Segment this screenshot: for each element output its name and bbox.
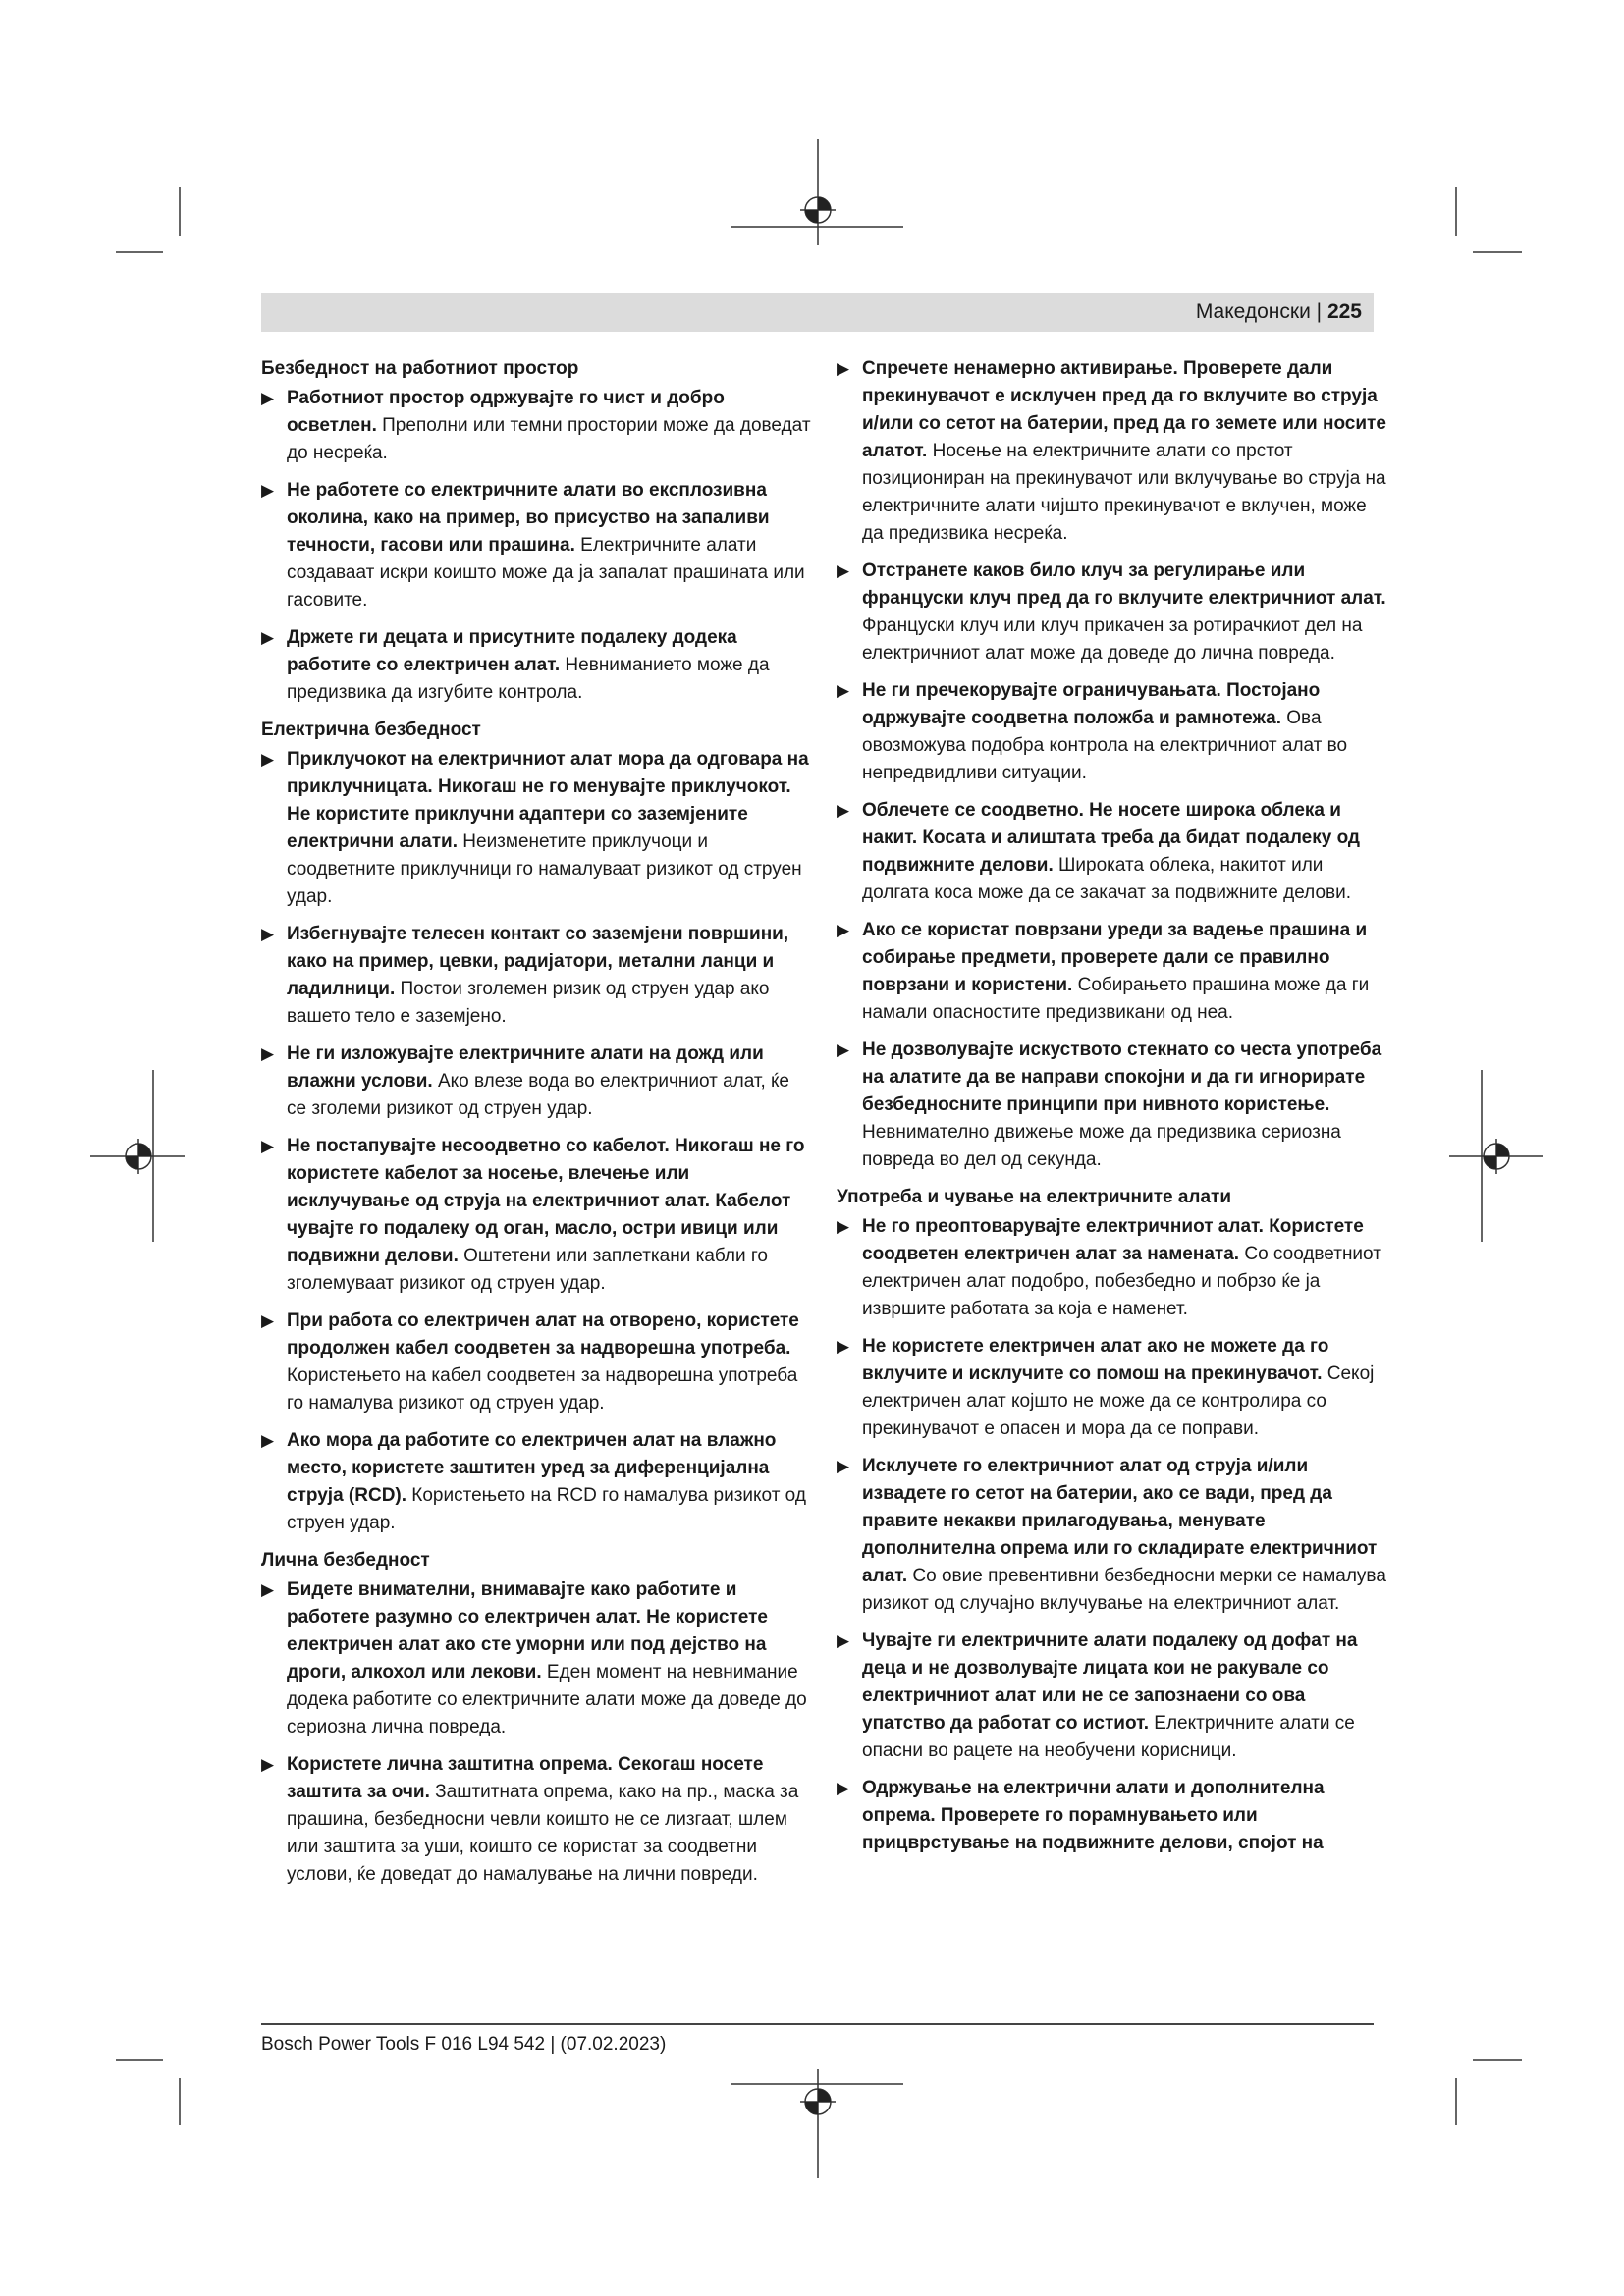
bullet-arrow-icon: ▶ xyxy=(837,681,850,700)
footer-rule xyxy=(261,2023,1374,2025)
instruction-bold: При работа со електричен алат на отворено, користете продолжен кабел соодветен за надворешна употреба. xyxy=(287,1310,799,1359)
instruction-bold: Одржување на електрични алати и дополнителна опрема. Проверете го порамнувањето или прицврстување на подвижните делови, спојот на xyxy=(862,1778,1325,1853)
safety-instruction xyxy=(261,1751,813,1889)
bullet-arrow-icon: ▶ xyxy=(837,1337,850,1356)
bullet-arrow-icon: ▶ xyxy=(261,1137,275,1155)
instruction-bold: Исклучете го електричниот алат од струја и/или извадете го сетот на батерии, ако се вади, пред да правите некакви прилагодувања, менувате дополнителна опрема или го складирате електричниот алат. xyxy=(862,1456,1378,1586)
safety-instruction xyxy=(261,1427,813,1537)
instruction-bold: Ако мора да работите со електричен алат на влажно место, користете заштитен уред за диференцијална струја (RCD). xyxy=(287,1430,777,1506)
instruction-explanation: Невниманието може да предизвика да изгубите контрола. xyxy=(287,655,770,703)
instruction-explanation: Заштитната опрема, како на пр., маска за прашина, безбедносни чевли коишто не се лизгаат, шлем или заштита за уши, коишто се користат за соодветни услови, ќе доведат до намалување на лични повреди. xyxy=(287,1782,799,1885)
bullet-arrow-icon: ▶ xyxy=(261,1431,275,1450)
bullet-arrow-icon: ▶ xyxy=(837,1779,850,1797)
instruction-explanation: Собирањето прашина може да ги намали опасностите предизвикани од неа. xyxy=(862,975,1370,1023)
instruction-bold: Не работете со електричните алати во експлозивна околина, како на пример, во присуство на запаливи течности, гасови или прашина. xyxy=(287,480,770,556)
bullet-arrow-icon: ▶ xyxy=(261,1580,275,1599)
instruction-explanation: Секој електричен алат којшто не може да се контролира со прекинувачот е опасен и мора да се поправи. xyxy=(862,1363,1375,1439)
safety-instruction xyxy=(837,1628,1388,1765)
bullet-arrow-icon: ▶ xyxy=(261,389,275,407)
bullet-arrow-icon: ▶ xyxy=(261,750,275,769)
instruction-explanation: Неизменетите приклучоци и соодветните приклучници го намалуваат ризикот од струен удар. xyxy=(287,831,802,907)
instruction-explanation: Користењето на RCD го намалува ризикот од струен удар. xyxy=(287,1485,806,1533)
instruction-bold: Не го преоптоварувајте електричниот алат. Користете соодветен електричен алат за намената. xyxy=(862,1216,1364,1264)
instruction-explanation: Постои зголемен ризик од струен удар ако вашето тело е заземјено. xyxy=(287,979,770,1027)
bullet-arrow-icon: ▶ xyxy=(261,481,275,500)
page-number: 225 xyxy=(1326,300,1362,323)
instruction-bold: Спречете ненамерно активирање. Проверете дали прекинувачот е исклучен пред да го вклучите во струја и/или со сетот на батерии, пред да го земете или носите алатот. xyxy=(862,358,1386,461)
page-footer: Bosch Power Tools F 016 L94 542 | (07.02.2023) xyxy=(261,2034,667,2055)
bullet-arrow-icon: ▶ xyxy=(837,801,850,820)
header-separator: | xyxy=(1310,300,1327,323)
instruction-explanation: Ако влезе вода во електричниот алат, ќе се зголеми ризикот од струен удар. xyxy=(287,1071,789,1119)
bullet-arrow-icon: ▶ xyxy=(837,1041,850,1059)
instruction-bold: Ако се користат поврзани уреди за вадење прашина и собирање предмети, проверете дали се правилно поврзани и користени. xyxy=(862,920,1368,995)
bullet-arrow-icon: ▶ xyxy=(261,1044,275,1063)
safety-instruction xyxy=(261,624,813,707)
safety-instruction xyxy=(837,917,1388,1027)
bullet-arrow-icon: ▶ xyxy=(837,1631,850,1650)
instruction-explanation: Користењето на кабел соодветен за надворешна употреба го намалува ризикот од струен удар. xyxy=(287,1365,798,1414)
instruction-bold: Не ги изложувајте електричните алати на дожд или влажни услови. xyxy=(287,1043,764,1092)
instruction-bold: Работниот простор одржувајте го чист и добро осветлен. xyxy=(287,388,725,436)
safety-instruction xyxy=(837,1213,1388,1323)
instruction-bold: Не користете електричен алат ако не можете да го вклучите и исклучите со помош на прекинувачот. xyxy=(862,1336,1329,1384)
instruction-explanation: Со соодветниот електричен алат подобро, побезбедно и побрзо ќе ја извршите работата за која е наменет. xyxy=(862,1244,1381,1319)
instruction-bold: Не ги пречекорувајте ограничувањата. Постојано одржувајте соодветна положба и рамнотежа. xyxy=(862,680,1321,728)
instruction-explanation: Оштетени или заплеткани кабли го зголемуваат ризикот од струен удар. xyxy=(287,1246,768,1294)
safety-instruction xyxy=(837,1775,1388,1857)
bullet-arrow-icon: ▶ xyxy=(261,1311,275,1330)
instruction-explanation: Носење на електричните алати со прстот позициониран на прекинувачот или вклучување во струја на електричните алати чијшто прекинувачот е вклучен, може да предизвика несреќа. xyxy=(862,441,1386,544)
safety-instruction xyxy=(261,1041,813,1123)
instruction-explanation: Ова овозможува подобра контрола на електричниот алат во непредвидливи ситуации. xyxy=(862,708,1348,783)
bullet-arrow-icon: ▶ xyxy=(261,925,275,943)
instruction-bold: Отстранете каков било клуч за регулирање или француски клуч пред да го вклучите електричниот алат. xyxy=(862,561,1386,609)
safety-instruction xyxy=(837,355,1388,548)
page-header xyxy=(261,293,1374,332)
instruction-bold: Облечете се соодветно. Не носете широка облека и накит. Косата и алиштата треба да бидат подалеку од подвижните делови. xyxy=(862,800,1360,876)
safety-instruction xyxy=(837,1453,1388,1618)
instruction-explanation: Електричните алати се опасни во рацете на необучени корисници. xyxy=(862,1713,1355,1761)
section-heading: Електрична безбедност xyxy=(261,720,481,740)
instruction-bold: Приклучокот на електричниот алат мора да одговара на приклучницата. Никогаш не го менувајте приклучокот. Не користите приклучни адаптери со заземјените електрични алати. xyxy=(287,749,809,852)
safety-instruction xyxy=(837,1333,1388,1443)
safety-instruction xyxy=(837,1037,1388,1174)
safety-instruction xyxy=(837,558,1388,667)
safety-instruction xyxy=(261,921,813,1031)
bullet-arrow-icon: ▶ xyxy=(837,359,850,378)
safety-instruction xyxy=(261,1576,813,1741)
instruction-explanation: Со овие превентивни безбедносни мерки се намалува ризикот од случајно вклучување на електричниот алат. xyxy=(862,1566,1386,1614)
section-heading: Употреба и чување на електричните алати xyxy=(837,1187,1232,1207)
bullet-arrow-icon: ▶ xyxy=(261,1755,275,1774)
safety-instruction xyxy=(261,1308,813,1417)
instruction-explanation: Електричните алати создаваат искри коишто може да ја запалат прашината или гасовите. xyxy=(287,535,805,611)
instruction-explanation: Еден момент на невнимание додека работите со електричните алати може да доведе до сериозна лична повреда. xyxy=(287,1662,807,1737)
instruction-bold: Користете лична заштитна опрема. Секогаш носете заштита за очи. xyxy=(287,1754,764,1802)
instruction-bold: Чувајте ги електричните алати подалеку од дофат на деца и не дозволувајте лицата кои не ракувале со електричниот алат или не се запознаени со ова упатство да работат со истиот. xyxy=(862,1630,1358,1734)
instruction-explanation: Преполни или темни простории може да доведат до несреќа. xyxy=(287,415,811,463)
left-column xyxy=(261,355,813,1898)
safety-instruction xyxy=(837,677,1388,787)
bullet-arrow-icon: ▶ xyxy=(837,1217,850,1236)
section-heading: Безбедност на работниот простор xyxy=(261,358,579,379)
safety-instruction xyxy=(837,797,1388,907)
bullet-arrow-icon: ▶ xyxy=(837,561,850,580)
instruction-bold: Не дозволувајте искуството стекнато со честа употреба на алатите да ве направи спокојни и да ги игнорирате безбедносните принципи при нивното користење. xyxy=(862,1040,1382,1115)
bullet-arrow-icon: ▶ xyxy=(837,1457,850,1475)
safety-instruction xyxy=(261,477,813,614)
safety-instruction xyxy=(261,385,813,467)
instruction-bold: Држете ги децата и присутните подалеку додека работите со електричен алат. xyxy=(287,627,737,675)
header-language: Македонски xyxy=(1195,300,1311,323)
bullet-arrow-icon: ▶ xyxy=(837,921,850,939)
instruction-explanation: Француски клуч или клуч прикачен за ротирачкиот дел на електричниот алат може да доведе до лична повреда. xyxy=(862,615,1363,664)
bullet-arrow-icon: ▶ xyxy=(261,628,275,647)
safety-instruction xyxy=(261,1133,813,1298)
right-column xyxy=(837,355,1388,1867)
instruction-bold: Не постапувајте несоодветно со кабелот. Никогаш не го користете кабелот за носење, влечење или исклучување од струја на електричниот алат. Кабелот чувајте го подалеку од оган, масло, остри ивици или подвижни делови. xyxy=(287,1136,805,1266)
safety-instruction xyxy=(261,746,813,911)
instruction-bold: Избегнувајте телесен контакт со заземјени површини, како на пример, цевки, радијатори, метални ланци и ладилници. xyxy=(287,924,789,999)
instruction-explanation: Невнимателно движење може да предизвика сериозна повреда во дел од секунда. xyxy=(862,1122,1341,1170)
instruction-bold: Бидете внимателни, внимавајте како работите и работете разумно со електричен алат. Не користете електричен алат ако сте уморни или под дејство на дроги, алкохол или лекови. xyxy=(287,1579,768,1682)
instruction-explanation: Широката облека, накитот или долгата коса може да се закачат за подвижните делови. xyxy=(862,855,1352,903)
section-heading: Лична безбедност xyxy=(261,1550,430,1571)
